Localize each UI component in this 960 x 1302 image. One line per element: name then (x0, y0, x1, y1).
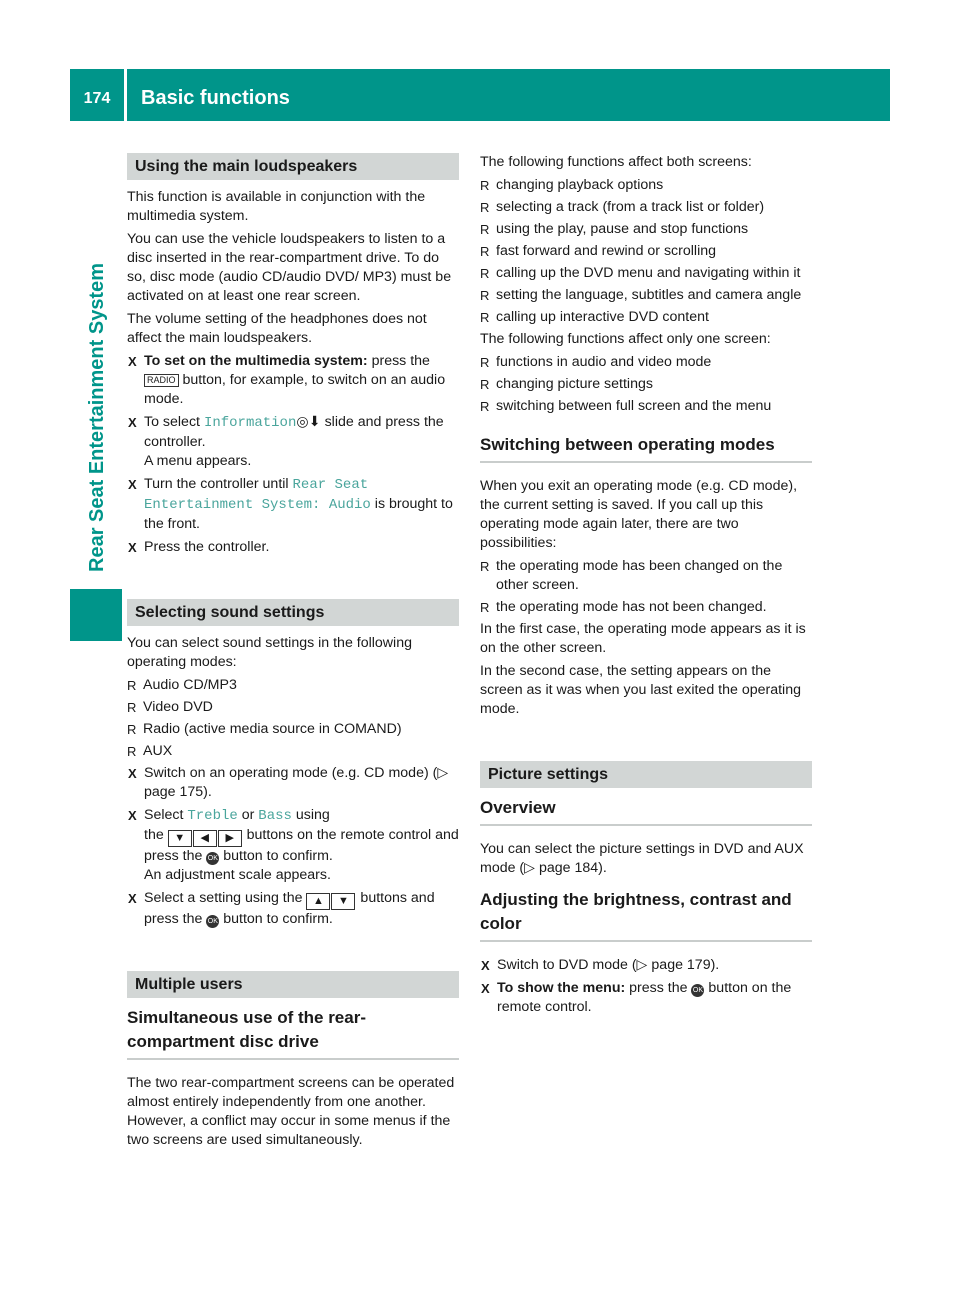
up-button-icon: ▲ (306, 893, 330, 910)
paragraph: You can use the vehicle loudspeakers to listen to a disc inserted in the rear-compartment drive. To do so, disc mode (audio CD/audio DVD/ MP3) must be activated on at least one rear screen. (127, 231, 452, 304)
subheading-simultaneous-use: Simultaneous use of the rear-compartment disc drive (127, 1006, 459, 1060)
list-item: R calling up interactive DVD content (480, 308, 812, 327)
ok-button-icon: OK (206, 915, 219, 928)
radio-button-icon: RADIO (144, 374, 179, 387)
step-result: An adjustment scale appears. (144, 867, 331, 883)
side-chapter-label: Rear Seat Entertainment System (86, 262, 108, 572)
list-item: R the operating mode has not been changed. (480, 598, 812, 617)
step-text: using (291, 807, 330, 823)
section-heading-picture-settings: Picture settings (480, 761, 812, 788)
left-column (127, 153, 459, 1154)
list-item: R switching between full screen and the menu (480, 397, 812, 416)
list-item: R calling up the DVD menu and navigating within it (480, 264, 812, 283)
left-button-icon: ◀ (193, 830, 217, 847)
paragraph: The two rear-compartment screens can be operated almost entirely independently from one another. However, a conflict may occur in some menus if the two screens are used simultaneously. (127, 1075, 455, 1148)
section-heading-multiple-users: Multiple users (127, 971, 459, 998)
subheading-overview: Overview (480, 796, 812, 826)
paragraph: The following functions affect only one screen: (480, 331, 771, 347)
section-heading-main-loudspeakers: Using the main loudspeakers (127, 153, 459, 180)
step-text: buttons and press the (144, 890, 435, 927)
subheading-brightness-contrast: Adjusting the brightness, contrast and color (480, 888, 812, 942)
page-title: Basic functions (141, 87, 290, 109)
subheading-switching-modes: Switching between operating modes (480, 433, 812, 463)
list-item: R changing playback options (480, 176, 812, 195)
list-item: R using the play, pause and stop functions (480, 220, 812, 239)
down-button-icon: ▼ (168, 830, 192, 847)
step-item: X Switch to DVD mode (▷ page 179). (480, 956, 812, 975)
step-text: or (237, 807, 259, 823)
step-item (127, 806, 459, 885)
step-item (127, 475, 459, 534)
step-item (127, 413, 459, 471)
step-bold-label: To show the menu: (497, 980, 626, 996)
step-text: slide and press the controller. (144, 414, 444, 450)
step-item (127, 889, 459, 929)
paragraph: The following functions affect both screens: (480, 154, 752, 170)
list-item: R Video DVD (127, 698, 459, 717)
step-text: Select a setting using the (144, 890, 307, 906)
ok-button-icon: OK (691, 984, 704, 997)
step-item: X Press the controller. (127, 538, 459, 557)
step-item (480, 979, 812, 1017)
list-item: R changing picture settings (480, 375, 812, 394)
step-text: button to confirm. (219, 848, 333, 864)
header-divider (124, 69, 127, 121)
side-marker (70, 589, 122, 641)
list-item: R Radio (active media source in COMAND) (127, 720, 459, 739)
right-button-icon: ▶ (218, 830, 242, 847)
display-text-treble: Treble (187, 808, 238, 824)
controller-slide-icon: ◎⬇ (296, 414, 321, 430)
paragraph: This function is available in conjunction with the multimedia system. (127, 189, 426, 224)
step-text: is brought to the front. (144, 496, 453, 532)
step-text: Turn the controller until (144, 476, 293, 492)
display-text-rear-seat: Rear Seat Entertainment System: Audio (144, 477, 371, 513)
down-button-icon: ▼ (331, 893, 355, 910)
step-result: A menu appears. (144, 453, 252, 469)
step-text: buttons on the remote control and press the (144, 827, 459, 864)
list-item: R functions in audio and video mode (480, 353, 812, 372)
list-item: R Audio CD/MP3 (127, 676, 459, 695)
section-heading-sound-settings: Selecting sound settings (127, 599, 459, 626)
paragraph: You can select sound settings in the following operating modes: (127, 635, 412, 670)
list-item: R the operating mode has been changed on the other screen. (480, 557, 812, 595)
page-number: 174 (83, 90, 111, 107)
step-item (127, 352, 459, 409)
step-text: Select (144, 807, 188, 823)
step-text: button on the remote control. (497, 980, 792, 1015)
paragraph: When you exit an operating mode (e.g. CD mode), the current setting is saved. If you call up this operating mode again later, there are two possibilities: (480, 478, 798, 551)
step-text: press the (625, 980, 692, 996)
list-item: R fast forward and rewind or scrolling (480, 242, 812, 261)
step-text: button to confirm. (219, 911, 333, 927)
display-text-bass: Bass (258, 808, 292, 824)
step-text: press the (367, 353, 430, 369)
step-item: X Switch on an operating mode (e.g. CD mode) (▷ page 175). (127, 764, 459, 802)
list-item: R selecting a track (from a track list or folder) (480, 198, 812, 217)
step-text: button, for example, to switch on an audio mode. (144, 372, 446, 407)
list-item: R AUX (127, 742, 459, 761)
display-text-information: Information (203, 415, 297, 431)
paragraph: In the first case, the operating mode appears as it is on the other screen. (480, 621, 806, 656)
list-item: R setting the language, subtitles and camera angle (480, 286, 812, 305)
step-text: the (144, 827, 168, 843)
step-bold-label: To set on the multimedia system: (144, 353, 368, 369)
paragraph: In the second case, the setting appears on the screen as it was when you last exited the operating mode. (480, 663, 801, 717)
ok-button-icon: OK (206, 852, 219, 865)
paragraph: The volume setting of the headphones does not affect the main loudspeakers. (127, 311, 427, 346)
step-text: To select (144, 414, 204, 430)
right-column (480, 153, 812, 1021)
paragraph: You can select the picture settings in DVD and AUX mode (▷ page 184). (480, 841, 804, 876)
